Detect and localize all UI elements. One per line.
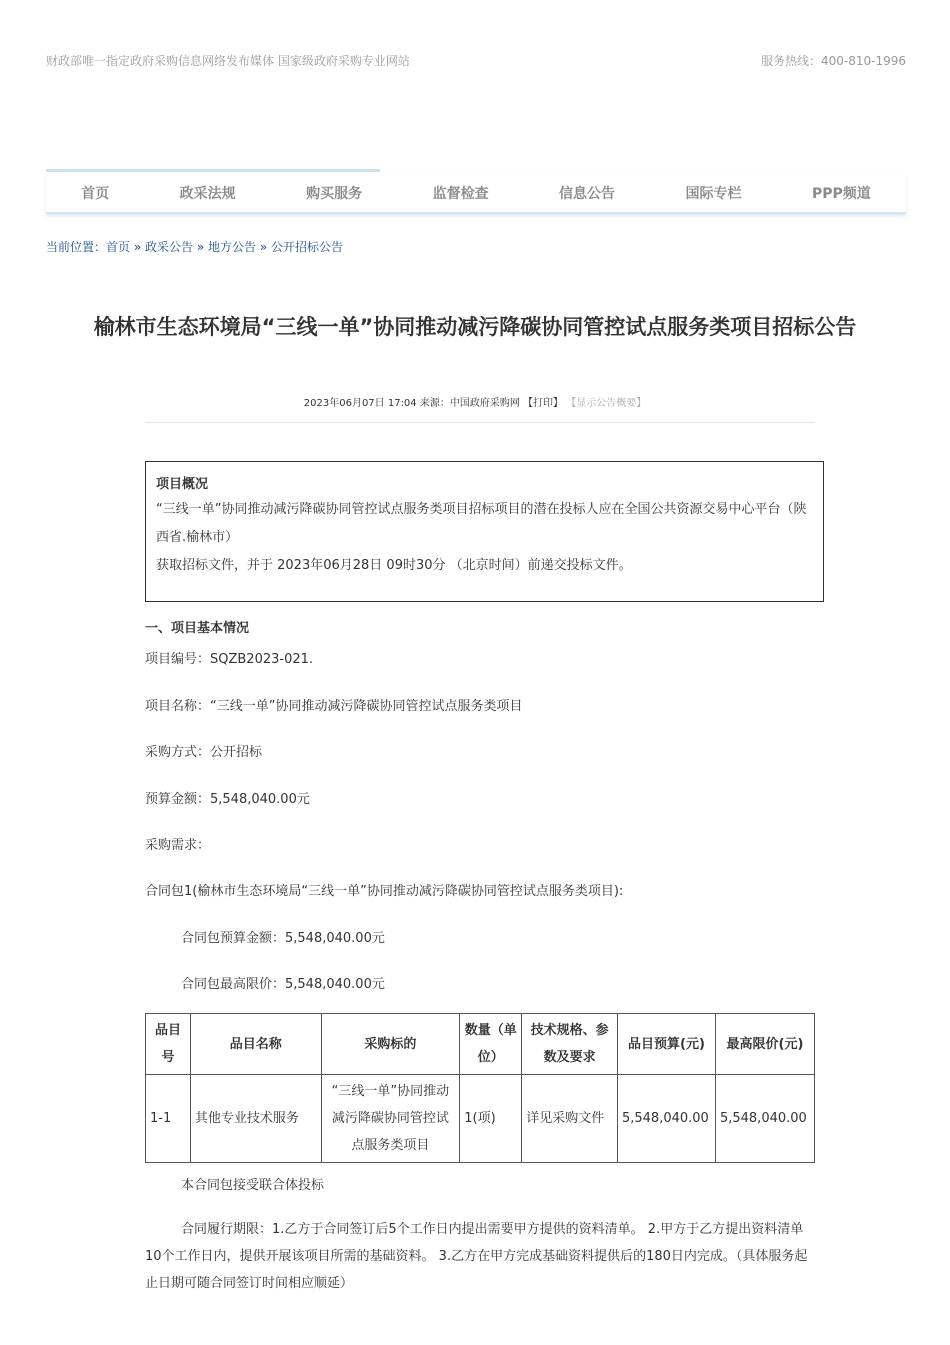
- breadcrumb-home[interactable]: 首页: [106, 240, 131, 254]
- package-budget: 合同包预算金额：5,548,040.00元: [181, 931, 385, 946]
- project-name: 项目名称：“三线一单”协同推动减污降碳协同管控试点服务类项目: [145, 699, 523, 714]
- col-header-quantity: 数量（单位）: [460, 1014, 522, 1075]
- budget-amount: 预算金额：5,548,040.00元: [145, 792, 310, 807]
- page-title: 榆林市生态环境局“三线一单”协同推动减污降碳协同管控试点服务类项目招标公告: [93, 315, 857, 339]
- col-header-budget: 品目预算(元): [617, 1014, 715, 1075]
- overview-line-1: “三线一单”协同推动减污降碳协同管控试点服务类项目招标项目的潜在投标人应在全国公共资源交易中心平台（陕西省.榆林市）: [156, 502, 807, 545]
- col-header-specs: 技术规格、参数及要求: [522, 1014, 618, 1075]
- joint-bid-note: 本合同包接受联合体投标: [181, 1178, 325, 1193]
- contract-package: 合同包1(榆林市生态环境局“三线一单”协同推动减污降碳协同管控试点服务类项目):: [145, 884, 624, 899]
- cell-max-price: 5,548,040.00: [715, 1075, 814, 1163]
- cell-budget: 5,548,040.00: [617, 1075, 715, 1163]
- top-bar: [46, 52, 906, 70]
- nav-item-purchase-services[interactable]: 购买服务: [306, 186, 363, 202]
- nav-item-regulations[interactable]: 政采法规: [179, 186, 236, 202]
- cell-quantity: 1(项): [460, 1075, 522, 1163]
- cell-item-no: 1-1: [146, 1075, 191, 1163]
- breadcrumb-local-announcements[interactable]: 地方公告: [208, 240, 257, 254]
- article-meta: [0, 394, 950, 409]
- col-header-item-name: 品目名称: [190, 1014, 321, 1075]
- breadcrumb: 当前位置：首页 » 政采公告 » 地方公告 » 公开招标公告: [46, 240, 344, 254]
- project-number: 项目编号：SQZB2023-021.: [145, 652, 314, 667]
- breadcrumb-open-tender[interactable]: 公开招标公告: [271, 240, 344, 254]
- main-nav: [46, 174, 906, 214]
- package-limit: 合同包最高限价：5,548,040.00元: [181, 977, 385, 992]
- nav-accent-bar: [46, 169, 380, 172]
- procurement-method: 采购方式：公开招标: [145, 745, 263, 760]
- nav-item-announcements[interactable]: 信息公告: [559, 186, 616, 202]
- print-link[interactable]: 【打印】: [523, 398, 564, 409]
- site-tagline: 财政部唯一指定政府采购信息网络发布媒体 国家级政府采购专业网站: [46, 54, 410, 68]
- breadcrumb-gov-announcements[interactable]: 政采公告: [145, 240, 194, 254]
- show-summary-link[interactable]: 【显示公告概要】: [566, 398, 647, 409]
- col-header-item-no: 品目号: [146, 1014, 191, 1075]
- procurement-demand: 采购需求：: [145, 838, 211, 853]
- article-source: 来源：中国政府采购网: [419, 398, 520, 409]
- cell-item-name: 其他专业技术服务: [190, 1075, 321, 1163]
- title-divider: [145, 422, 815, 423]
- project-overview-box: [145, 461, 824, 602]
- table-row: [146, 1075, 815, 1163]
- breadcrumb-prefix: 当前位置：: [46, 240, 107, 254]
- overview-line-2: 获取招标文件，并于 2023年06月28日 09时30分 （北京时间）前递交投标文件。: [156, 558, 632, 573]
- overview-title: 项目概况: [156, 477, 209, 492]
- col-header-target: 采购标的: [321, 1014, 460, 1075]
- nav-item-international[interactable]: 国际专栏: [685, 186, 742, 202]
- section-heading: 一、项目基本情况: [145, 621, 250, 636]
- performance-period: 合同履行期限：1.乙方于合同签订后5个工作日内提出需要甲方提供的资料清单。 2.甲方于乙方提出资料清单10个工作日内，提供开展该项目所需的基础资料。 3.乙方在甲方完成基础资料提供后的180日内完成。（具体服务起止日期可随合同签订时间相应顺延）: [145, 1222, 808, 1291]
- cell-target: “三线一单”协同推动减污降碳协同管控试点服务类项目: [321, 1075, 460, 1163]
- service-hotline: 服务热线：400-810-1996: [760, 54, 906, 68]
- col-header-max-price: 最高限价(元): [715, 1014, 814, 1075]
- cell-specs: 详见采购文件: [522, 1075, 618, 1163]
- table-header-row: [146, 1014, 815, 1075]
- nav-item-ppp[interactable]: PPP频道: [811, 186, 871, 202]
- publish-date: 2023年06月07日 17:04: [303, 398, 417, 409]
- nav-item-supervision[interactable]: 监督检查: [432, 186, 489, 202]
- nav-item-home[interactable]: 首页: [81, 186, 110, 202]
- items-table: [145, 1013, 815, 1163]
